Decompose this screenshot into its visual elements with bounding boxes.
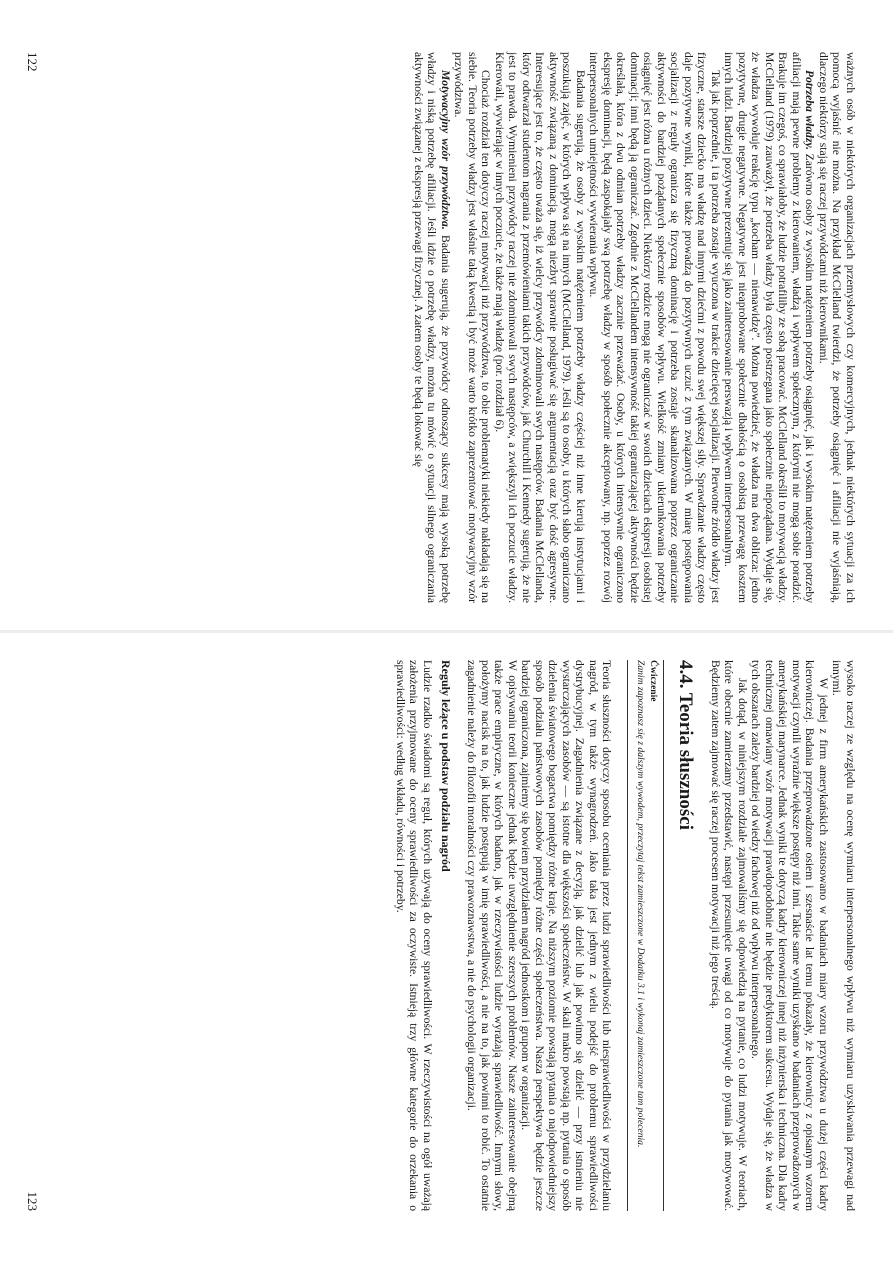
divider xyxy=(664,660,665,1211)
paragraph xyxy=(412,52,453,603)
paragraph-text: W jednej z firm amerykańskich zastosowano w badaniach miary wzoru przywództwa u dużej części kadry kierowniczej. Badania przeprowadzone osiem i szesnaście lat temu pokazały, że kierownicy z opisanym wzorem motywacji czynili wyraźnie większe postępy niż inni. Takie same wyniki uzyskano w badaniach przeprowadzonych w amerykańskiej marynarce. Jednak wyniki te dotyczą kadry kierowniczej innej niż inżynierska i techniczna. Dla kadry technicznej omawiany wzór motywacji prawdopodobnie nie będzie predyktorem sukcesu. Wydaje się, że władza w tych obszarach zależy bardziej od wiedzy fachowej niż od wpływu interpersonalnego. xyxy=(749,660,830,1211)
left-page xyxy=(0,0,893,631)
paragraph-text: Badania sugerują, że osoby z wysokim natężeniem potrzeby władzy częściej niż inne kierują instytucjami i poszukują zajęć, w których wpływa się na innych (McClelland, 1979). Jeśli są to osoby, u których słabo ograniczano aktywność związaną z dominacją, mogą niezbyt sprawnie posługiwać się argumentacją oraz być dość agresywne. Interesujące jest to, że często uważa się, iż wielcy przywódcy zdominowali swych następców. Badania McClellanda, który odtwarzał studentom nagrania z przemówieniami takich przywódców, jak Churchill i Kennedy sugerują, że nie jest to prawda. Wymienieni przywódcy raczej nie zdominowali swych następców, a zwiększyli ich poczucie władzy. Kierowali, wywierając w innych poczucie, że także mają władzę (por. rozdział 6). xyxy=(493,52,587,603)
paragraph xyxy=(722,52,817,603)
paragraph xyxy=(493,52,588,603)
paragraph xyxy=(394,660,435,1211)
page-number: 122 xyxy=(25,52,40,72)
paragraph xyxy=(749,660,830,1211)
paragraph xyxy=(709,660,750,1211)
paragraph-text: Ludzie rzadko świadomi są reguł, których używają do oceny sprawiedliwości. W rzeczywistości na ogół uważają założenia przyjmowane do oceny sprawiedliwości za oczywiste. Istnieją trzy główne kategorie do orzekania o sprawiedliwości: według wkładu, równości i potrzeby. xyxy=(394,660,434,1211)
paragraph xyxy=(452,52,493,603)
paragraph-text: Chociaż rozdział ten dotyczy raczej motywacji niż przywództwa, to obie problematyki niekiedy nakładają się na siebie. Teoria potrzeby władzy jest właśnie taką kwestią i być może warto krótko zaprezentować motywacyjny wzór przywództwa. xyxy=(452,52,493,603)
left-page-text xyxy=(412,52,858,603)
subsection-text xyxy=(394,660,435,1211)
paragraph-text: W opisywaniu teorii konieczne jednak będzie uwzględnienie szerszych problemów. Nasze zainteresowanie obejmą także prace empiryczne, w których badano, jak w rzeczywistości ludzie wyrażają sprawiedliwość. Innymi słowy, położymy nacisk na to, jak ludzie postępują w imię sprawiedliwości, a nie na to, jak powinni to robić. To ostatnie zagadnienie należy do filozofii moralności czy prawoznawstwa, a nie do psychologii organizacji. xyxy=(465,660,519,1211)
paragraph xyxy=(817,52,858,603)
run-in-heading: Motywacyjny wzór przywództwa. xyxy=(439,70,452,230)
paragraph-text: wysoko raczej ze względu na ocenę wymiaru interpersonalnego wpływu niż wymiaru uzyskiwania przewagi nad innymi. xyxy=(830,660,857,1211)
paragraph-text: ważnych osób w niektórych organizacjach przemysłowych czy komercyjnych, jednak niektórych sytuacji za ich pomocą wyjaśnić nie można. Na przykład McClelland twierdzi, że potrzeby osiągnięć i afiliacji nie wyjaśniają, dlaczego niektórzy stają się raczej przywódcami niż kierownikami. xyxy=(817,52,857,603)
paragraph xyxy=(465,660,519,1211)
paragraph-text: Teoria słuszności dotyczy sposobu oceniania przez ludzi sprawiedliwości lub niesprawiedliwości w przydzielaniu nagród, w tym także wynagrodzeń. Jako taka jest jednym z wielu podejść do problemu sprawiedliwości dystrybucyjnej. Zagadnienia związane z decyzją, jak dzielić lub jak powinno się dzielić — przy istnieniu nie wystarczających zasobów — są istotne dla większości społeczeństw. W skali makro powstają np. pytania o sposób dzielenia światowego bogactwa pomiędzy różne kraje. Na niższym poziomie powstają pytania o najodpowiedniejszy sposób podziału państwowych zasobów pomiędzy różne części społeczeństwa. Nasza perspektywa będzie jeszcze bardziej ograniczona, zajmiemy się bowiem przydziałem nagród jednostkom i grupom w organizacji. xyxy=(519,660,614,1211)
paragraph xyxy=(587,52,722,603)
section-heading: 4.4. Teoria słuszności xyxy=(675,660,697,830)
right-page-text xyxy=(709,660,858,1211)
exercise-title: Ćwiczenie xyxy=(648,660,660,702)
right-page xyxy=(0,632,893,1263)
paragraph-text: Jak dotąd, w niniejszym rozdziale zajmowaliśmy się odpowiedzią na pytanie, co ludzi motywuje. W teoriach, które obecnie zamierzamy przedstawić, następi przesunięcie uwagi od co motywuje do pytania jak motywować. Będziemy zatem zajmować się raczej procesem motywacji niż jego treścią. xyxy=(709,660,749,1211)
subheading: Reguły leżące u podstaw podziału nagród xyxy=(439,660,453,872)
run-in-heading: Potrzeba władzy. xyxy=(803,70,817,151)
exercise-box xyxy=(635,660,660,1211)
exercise-text: Zanim zapoznasz się z dalszym wywodem, przeczytaj tekst zamieszczone w Dodatku 3.1 i wykonaj zamieszczone tam polecenia. xyxy=(635,660,647,1148)
paragraph xyxy=(830,660,857,1211)
paragraph-text: Badania sugerują, że przywódcy odnoszący sukcesy mają wysoką potrzebę władzy i niską potrzebę afiliacji. Jeśli idzie o potrzebę władzy, można tu mówić o sytuacji silnego ograniczania aktywności związanej z ekspresją przewagi fizycznej. A zatem osoby te będą lokować się xyxy=(412,52,452,603)
paragraph-text: Zarówno osoby z wysokim natężeniem potrzeby osiągnięć, jak i wysokim natężeniem potrzeby afiliacji mają pewne problemy z kierowaniem, władzą i wpływem społecznym, z którymi nie mogą sobie poradzić. Brakuje im czegoś, co sprawiałoby, że ludzie potrafiliby ze sobą pracować. McClelland określił to motywacją władzy. McClelland (1979) zauważył, że potrzeba władzy była często postrzegana jako społecznie niepożądana. Wydaje się, że władza wywołuje reakcję typu „kocham — nienawidzę”. Można powiedzieć, że władza ma dwa oblicza: jedno pozytywne, drugie negatywne. Negatywne jest nieaprobowane społecznie dbałością o osobistą przewagę kosztem innych ludzi. Bardziej pozytywne prezentuje się jako zainteresowanie perswazją i wpływem interpersonalnym. xyxy=(722,52,817,603)
divider xyxy=(628,660,629,1211)
paragraph-text: Tak jak poprzednie, i ta potrzeba zostaje wyuczona w trakcie dziecięcej socjalizacji. Pierwotne źródło władzy jest fizyczne, starsze dziecko ma władzę nad innymi dziećmi z powodu swej większej siły. Sprawdzanie władzy często daje pozytywne wyniki, które także prowadzą do pozytywnych uczuć z tym związanych. W miarę postępowania socjalizacji z reguły ogranicza się fizyczną dominację i potrzeba zostaje skanalizowana poprzez ograniczanie aktywności do bardziej pożądanych społecznie sposobów wpływu. Wielkość zmiany ukierunkowania potrzeby osiągnięć jest różna u różnych dzieci. Niektórzy rodzice mogą nie ograniczać w swoich dzieciach ekspresji osobistej dominacji; inni będą ją ograniczać. Zgodnie z McClellandem intensywność takiej ograniczającej aktywności będzie określała, która z dwu odmian potrzeby władzy zacznie przeważać. Osoby, u których intensywnie ograniczono ekspresję dominacji, będą zaspokajały swą potrzebę władzy w sposób społecznie akceptowany, np. poprzez rozwój interpersonalnych umiejętności wywierania wpływu. xyxy=(587,52,722,603)
paragraph xyxy=(519,660,614,1211)
page-number: 123 xyxy=(25,1191,40,1211)
section-text xyxy=(465,660,614,1211)
